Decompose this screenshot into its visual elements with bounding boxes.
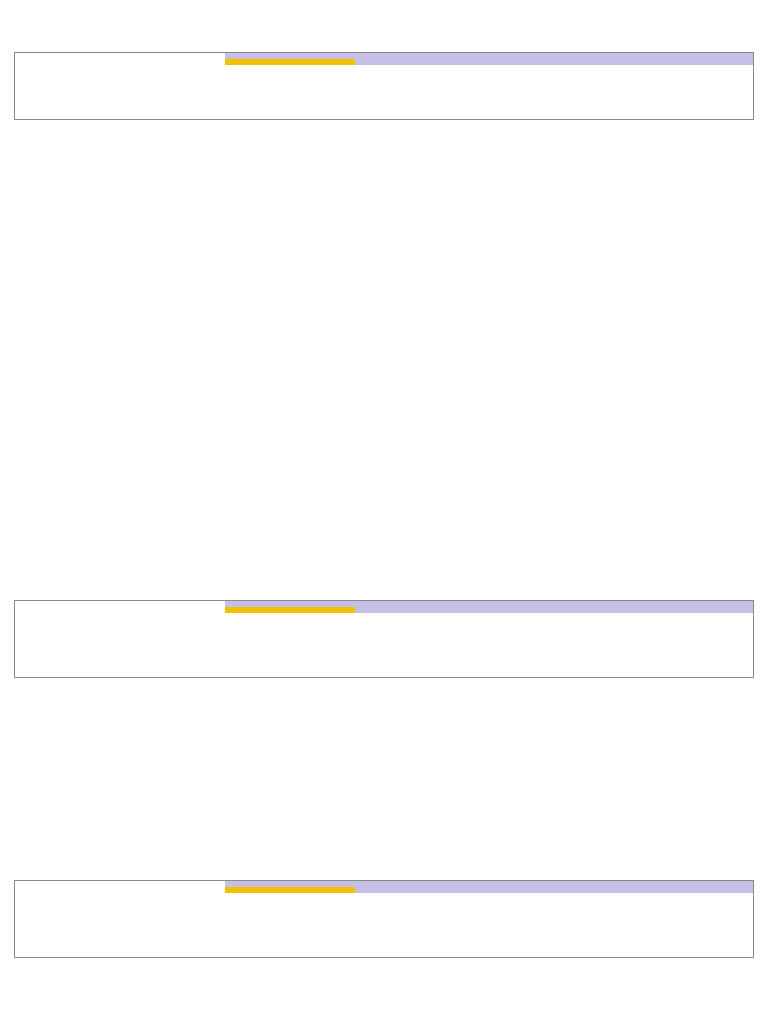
- subject-columns-2: [225, 613, 753, 677]
- subject-columns-3: [225, 893, 753, 957]
- table-grados: [14, 52, 754, 120]
- table-header-2: [14, 600, 754, 678]
- table-header-3: [14, 880, 754, 958]
- table-header: [14, 52, 754, 120]
- subject-columns: [225, 65, 753, 119]
- table-conjuntos: [14, 880, 754, 958]
- table-dobles: [14, 600, 754, 678]
